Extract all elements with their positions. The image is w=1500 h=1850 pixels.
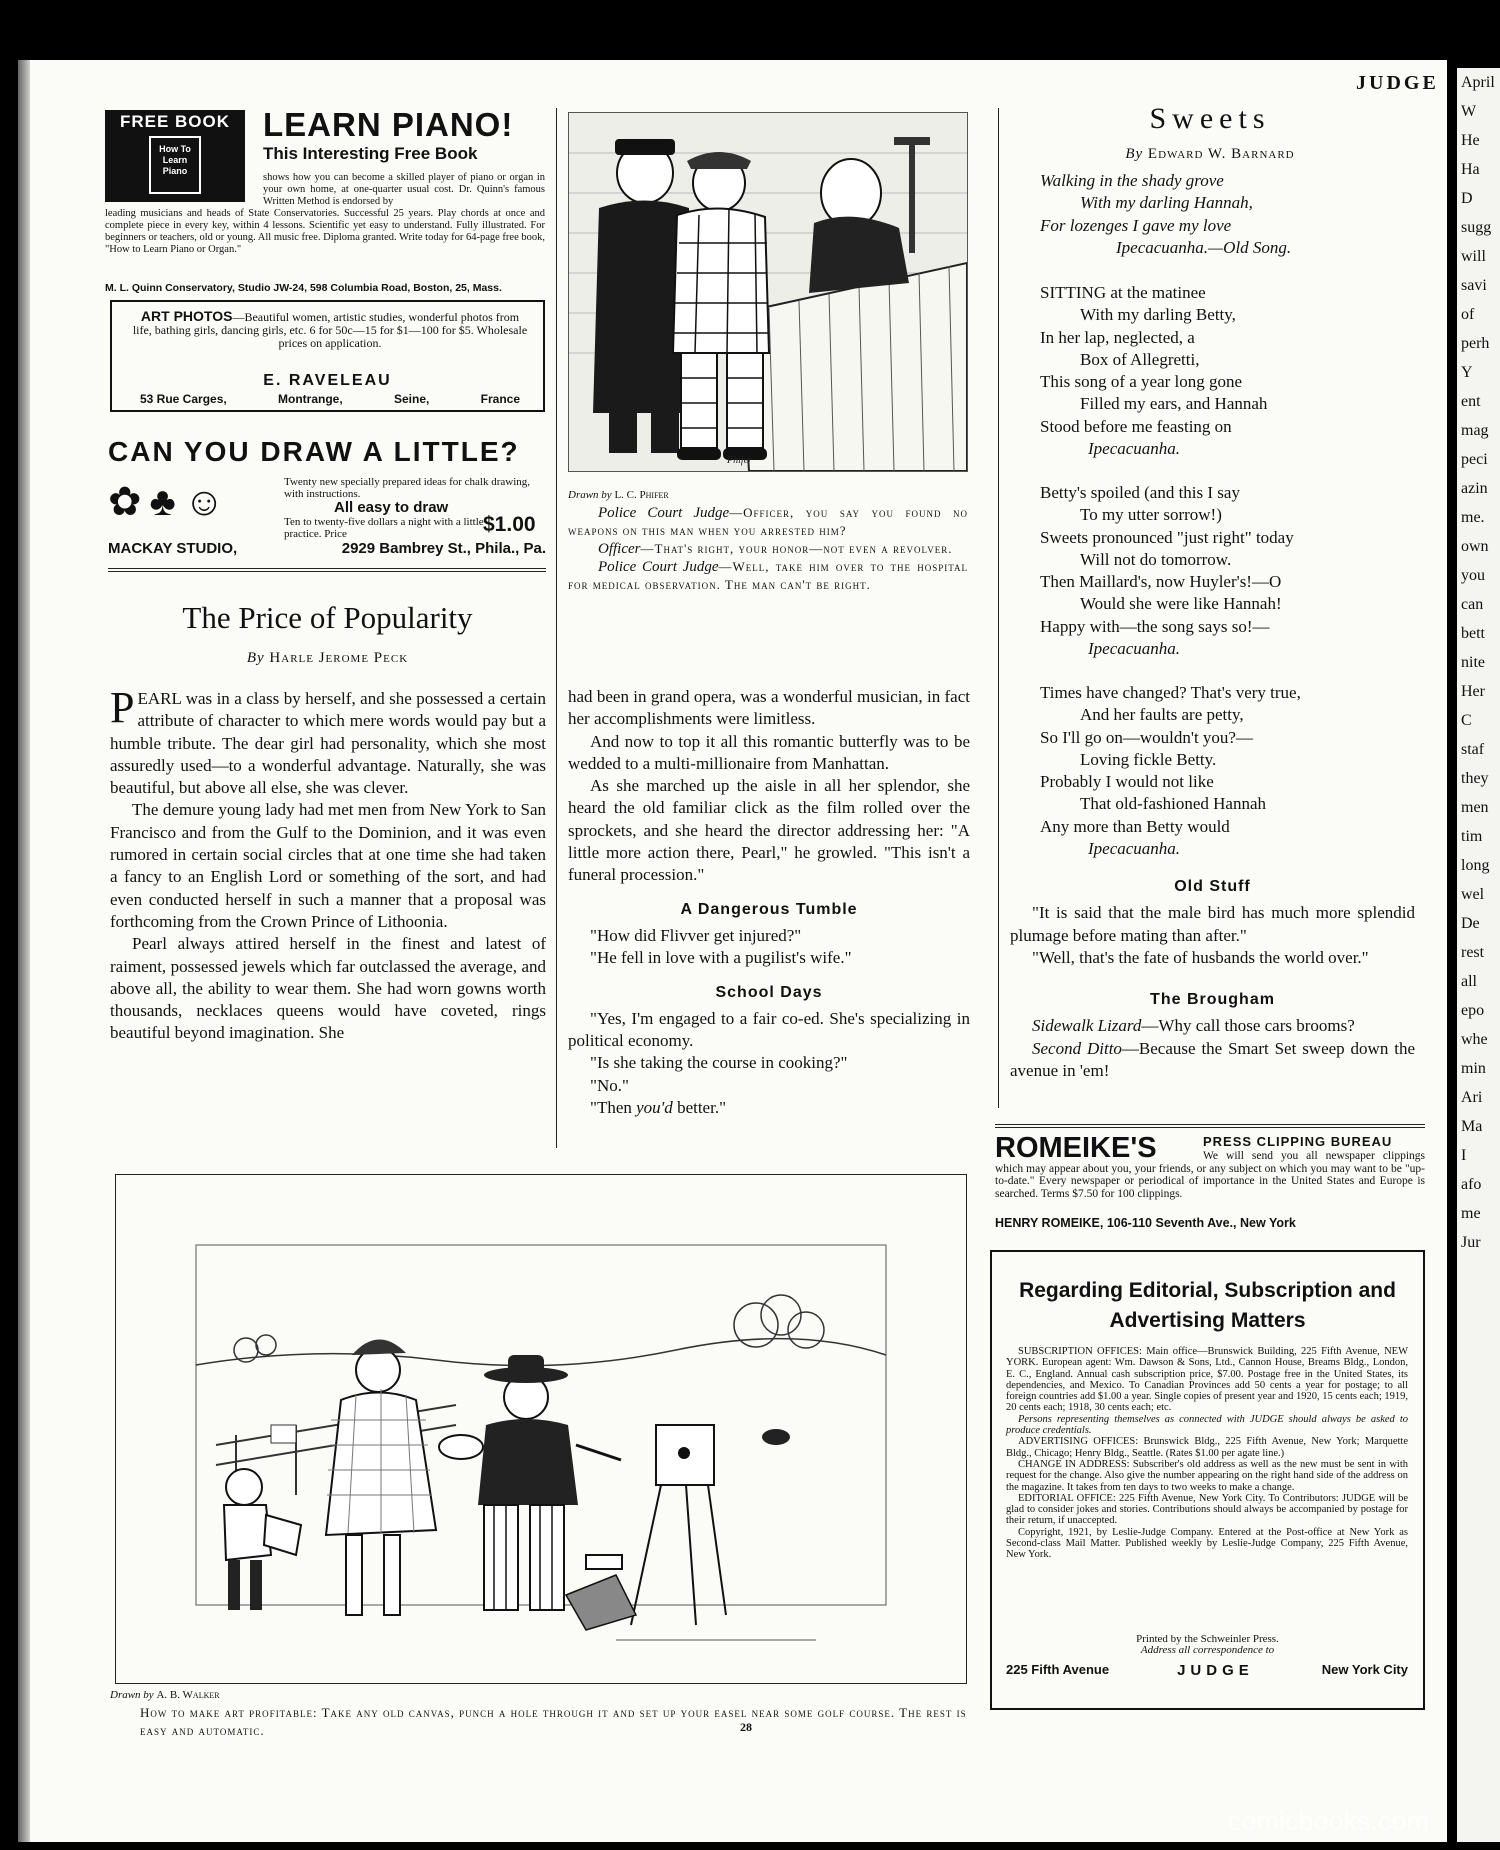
poem-line: Then Maillard's, now Huyler's!—O: [1040, 572, 1282, 592]
poem-line: Probably I would not like: [1040, 772, 1214, 792]
drop-cap: P: [110, 683, 135, 732]
free-book-badge: FREE BOOK How To Learn Piano: [105, 110, 245, 202]
next-page-fragment: He: [1461, 132, 1480, 149]
poem-line: And her faults are petty,: [1080, 705, 1244, 725]
court-cartoon-illustration: [569, 113, 967, 471]
artist-signature: Phifer: [727, 455, 752, 466]
poem-line: Ipecacuanha.: [1088, 439, 1181, 459]
poem-line: SITTING at the matinee: [1040, 283, 1206, 302]
section-rule: [995, 1124, 1425, 1125]
poem-line: Sweets pronounced "just right" today: [1040, 527, 1294, 547]
article-column-1: PEARL was in a class by herself, and she possessed a certain attribute of character to which mere words would pay but a humble tribute. The dear girl had personality, which she most assuredly used—to a wonderful advantage. Naturally, she was beautiful, but above all else, she was clever. The demure young lady had met men from New York to San Francisco and from the Gulf to the Dominion, and it was even rumored in certain social circles that at one time she had taken a fancy to an English Lord or something of the sort, and had even conducted herself in such a manner that a proposal was forthcoming from the Crown Prince of Lithoonia. Pearl always attired herself in the finest and latest of raiment, possessed jewels which far outclassed the average, and above all, the ability to wear them. She had worn gowns worth thousands, necklaces queens would have coveted, rings beautiful beyond imagination. She: [110, 683, 546, 1043]
next-page-fragment: can: [1461, 596, 1484, 613]
poem-line: Stood before me feasting on: [1040, 416, 1232, 436]
piano-address: M. L. Quinn Conservatory, Studio JW-24, 598 Columbia Road, Boston, 25, Mass.: [105, 282, 502, 294]
column-rule: [556, 108, 557, 1148]
section-rule: [108, 571, 546, 572]
next-page-fragment: azin: [1461, 480, 1488, 497]
next-page-fragment: whe: [1461, 1031, 1488, 1048]
article-byline: By Harle Jerome Peck: [246, 650, 409, 666]
next-page-fragment: nite: [1461, 654, 1485, 671]
next-page-fragment: D: [1461, 190, 1473, 207]
piano-subhead: This Interesting Free Book: [263, 144, 478, 163]
next-page-fragment: wel: [1461, 886, 1485, 903]
section-rule: [108, 568, 546, 569]
next-page-fragment: afo: [1461, 1176, 1482, 1193]
joke-title-old-stuff: Old Stuff: [1174, 878, 1251, 895]
cartoon-credit: Drawn by L. C. Phifer: [568, 489, 669, 501]
chalk-faces-icon: ✿♣☺: [108, 479, 233, 524]
poem-line: Box of Allegretti,: [1080, 349, 1200, 369]
poem-line: That old-fashioned Hannah: [1080, 794, 1266, 814]
article-column-2: had been in grand opera, was a wonderful musician, in fact her accomplishments were limitless. And now to top it all this romantic butterfly was to be wedded to a multi-millionaire from Manhattan. As she marched up the aisle in all her splendor, she heard the old familiar click as the film rolled over the sprockets, and she heard the director addressing her: "A little more action there, Pearl," he growled. "This isn't a funeral procession." A Dangerous Tumble "How did Flivver get injured?" "He fell in love with a pugilist's wife." School Days "Yes, I'm engaged to a fair co-ed. She's specializing in political economy. "Is she taking the course in cooking?" "No." "Then you'd better.": [568, 687, 970, 1118]
next-page-fragment: W: [1461, 103, 1477, 120]
next-page-fragment: Y: [1461, 364, 1473, 381]
poem-stanza-3: [1040, 682, 1301, 860]
next-page-fragment: Jur: [1461, 1234, 1481, 1251]
next-page-fragment: Ari: [1461, 1089, 1483, 1106]
next-page-fragment: Her: [1461, 683, 1485, 700]
next-page-fragment: me: [1461, 1205, 1481, 1222]
price: $1.00: [483, 513, 536, 536]
piano-body: shows how you can become a skilled player of piano or organ in your own home, at one-quarter usual cost. Dr. Quinn's famous Written Method is endorsed by leading musicians and heads of State Conservatories. Successful 25 years. Play chords at once and complete piece in every key, within 4 lessons. Scientific yet easy to understand. Fully illustrated. For beginners or teachers, old or young. All music free. Diploma granted. Write today for 64-page free book, "How to Learn Piano or Organ.": [105, 172, 545, 255]
next-page-fragment: will: [1461, 248, 1486, 265]
poem-line: This song of a year long gone: [1040, 372, 1243, 392]
next-page-fragment: bett: [1461, 625, 1485, 642]
poem-line: Ipecacuanha.: [1088, 839, 1181, 859]
poem-line: Any more than Betty would: [1040, 816, 1230, 836]
page-number: 28: [740, 1720, 752, 1734]
poem-line: Will not do tomorrow.: [1080, 549, 1232, 569]
draw-headline: CAN YOU DRAW A LITTLE?: [108, 436, 520, 467]
romeike-name: ROMEIKE'S: [995, 1132, 1157, 1164]
poem-line: Happy with—the song says so!—: [1040, 616, 1270, 636]
next-page-fragment: long: [1461, 857, 1490, 874]
joke-title-tumble: A Dangerous Tumble: [680, 900, 858, 918]
ad-art-photos: ART PHOTOS—Beautiful women, artistic studies, wonderful photos from life, bathing girls, dancing girls, etc. 6 for 50c—15 for $1—100 for $5. Wholesale prices on application. E. RAVELEAU 53 Rue Carges, Montrange, Seine, France: [110, 300, 545, 412]
cartoon-court-caption: Drawn by L. C. Phifer Police Court Judge—Officer, you say you found no weapons on this man when you arrested him? Officer—That's right, your honor—not even a revolver. Police Court Judge—Well, take him over to the hospital for medical observation. The man can't be right.: [568, 486, 968, 594]
poem-stanza-2: [1040, 482, 1294, 660]
next-page-fragment: of: [1461, 306, 1475, 323]
poem-line: With my darling Betty,: [1080, 305, 1236, 325]
next-page-fragment: min: [1461, 1060, 1486, 1077]
next-page-fragment: April: [1461, 74, 1495, 91]
joke-title-brougham: The Brougham: [1150, 991, 1275, 1009]
next-page-fragment: C: [1461, 712, 1472, 729]
next-page-fragment: De: [1461, 915, 1480, 932]
next-page-fragment: perh: [1461, 335, 1490, 352]
poem-line: Ipecacuanha.: [1088, 639, 1181, 659]
poem-line: Would she were like Hannah!: [1080, 594, 1282, 614]
jokes-right-column: Old Stuff "It is said that the male bird has much more splendid plumage before mating than after." "Well, that's the fate of husbands the world over." The Brougham Sidewalk Lizard—Why call those cars brooms? Second Ditto—Because the Smart Set sweep down the avenue in 'em!: [1010, 878, 1415, 1081]
next-page-fragment: staf: [1461, 741, 1485, 758]
poem-line: So I'll go on—wouldn't you?—: [1040, 727, 1253, 747]
next-page-fragment: men: [1461, 799, 1489, 816]
editorial-info-box: Regarding Editorial, Subscription and Advertising Matters SUBSCRIPTION OFFICES: Main office—Brunswick Building, 225 Fifth Avenue, NEW YORK. European agent: Wm. Dawson & Sons, Ltd., Cannon House, Breams Bldg., London, E. C., England. Annual cash subscription price, $7.00. Postage free in the United States, its dependencies, and Mexico. To Canadian Provinces add 50 cents a year for postage; to all foreign countries add $1.00 a year. Single copies of present year and 1920, 15 cents each; 1919, 20 cents each; 1918, 30 cents each; etc. Persons representing themselves as connected with JUDGE should always be asked to produce credentials. ADVERTISING OFFICES: Brunswick Bldg., 225 Fifth Avenue, New York; Marquette Bldg., Chicago; Henry Bldg., Seattle. (Rates $1.00 per agate line.) CHANGE IN ADDRESS: Subscriber's old address as well as the new must be sent in with request for the change. Also give the number appearing on the right hand side of the address on the magazine. It takes from ten days to two weeks to make a change. EDITORIAL OFFICE: 225 Fifth Avenue, New York City. To Contributors: JUDGE will be glad to consider jokes and stories. Contributions should always be accompanied by postage for their return, if unaccepted. Copyright, 1921, by Leslie-Judge Company. Entered at the Post-office at New York as Second-class Mail Matter. Published weekly by Leslie-Judge Company, 225 Fifth Avenue, New York. Printed by the Schweinler Press. Address all correspondence to 225 Fifth Avenue JUDGE New York City: [990, 1250, 1425, 1710]
poem-title: Sweets: [1149, 102, 1271, 135]
gutter: [1447, 60, 1457, 1842]
joke-title-school: School Days: [715, 983, 823, 1001]
next-page-fragment: rest: [1461, 944, 1485, 961]
poem-line: Loving fickle Betty.: [1080, 749, 1217, 769]
golf-easel-illustration: [116, 1175, 966, 1683]
poem-epigraph: Walking in the shady grove With my darling Hannah, For lozenges I gave my love Ipecacuanha.—Old Song.: [1040, 171, 1292, 257]
next-page-fragment: Ma: [1461, 1118, 1483, 1135]
next-page-fragment: epo: [1461, 1002, 1485, 1019]
running-head: JUDGE: [1356, 72, 1439, 94]
next-page-fragment: me.: [1461, 509, 1485, 526]
next-page-fragment: sugg: [1461, 219, 1492, 236]
next-page-fragment: all: [1461, 973, 1477, 990]
poem-line: Times have changed? That's very true,: [1040, 683, 1301, 702]
site-watermark: comicbooks.com: [1228, 1806, 1430, 1836]
next-page-edge: [1457, 68, 1500, 1842]
next-page-fragment: own: [1461, 538, 1489, 555]
next-page-fragment: they: [1461, 770, 1489, 787]
ad-can-you-draw: CAN YOU DRAW A LITTLE? ✿♣☺ Twenty new specially prepared ideas for chalk drawing, with instructions. All easy to draw Ten to twenty-five dollars a night with a little practice. Price $1.00 MACKAY STUDIO, 2929 Bambrey St., Phila., Pa.: [108, 436, 546, 557]
next-page-fragment: ent: [1461, 393, 1481, 410]
section-rule: [995, 1127, 1425, 1128]
poem-byline: By Edward W. Barnard: [1125, 146, 1295, 162]
poem-line: In her lap, neglected, a: [1040, 327, 1195, 347]
column-rule: [998, 108, 999, 1108]
book-icon: How To Learn Piano: [149, 136, 201, 194]
next-page-fragment: peci: [1461, 451, 1488, 468]
advertiser-address: 53 Rue Carges, Montrange, Seine, France: [140, 392, 520, 406]
next-page-fragment: mag: [1461, 422, 1489, 439]
piano-headline: LEARN PIANO!: [263, 106, 514, 143]
editorial-heading: Regarding Editorial, Subscription and Advertising Matters: [1019, 1279, 1396, 1332]
next-page-fragment: you: [1461, 567, 1485, 584]
poem-line: Filled my ears, and Hannah: [1080, 394, 1268, 414]
page-spine: [18, 60, 30, 1842]
poem-line: To my utter sorrow!): [1080, 505, 1222, 525]
next-page-fragment: tim: [1461, 828, 1483, 845]
cartoon-court: [568, 112, 968, 472]
poem-stanza-1: [1040, 282, 1267, 460]
next-page-fragment: savi: [1461, 277, 1487, 294]
cartoon-credit: Drawn by A. B. Walker: [110, 1689, 220, 1701]
advertiser-name: E. RAVELEAU: [263, 372, 392, 389]
poem-line: Betty's spoiled (and this I say: [1040, 483, 1240, 502]
next-page-fragment: Ha: [1461, 161, 1480, 178]
next-page-fragment: I: [1461, 1147, 1467, 1164]
cartoon-golf-caption: Drawn by A. B. Walker How to make art profitable: Take any old canvas, punch a hole through it and set up your easel near some golf course. The rest is easy and automatic.: [110, 1686, 970, 1740]
article-title: The Price of Popularity: [182, 600, 473, 635]
cartoon-golf-easel: [115, 1174, 967, 1684]
